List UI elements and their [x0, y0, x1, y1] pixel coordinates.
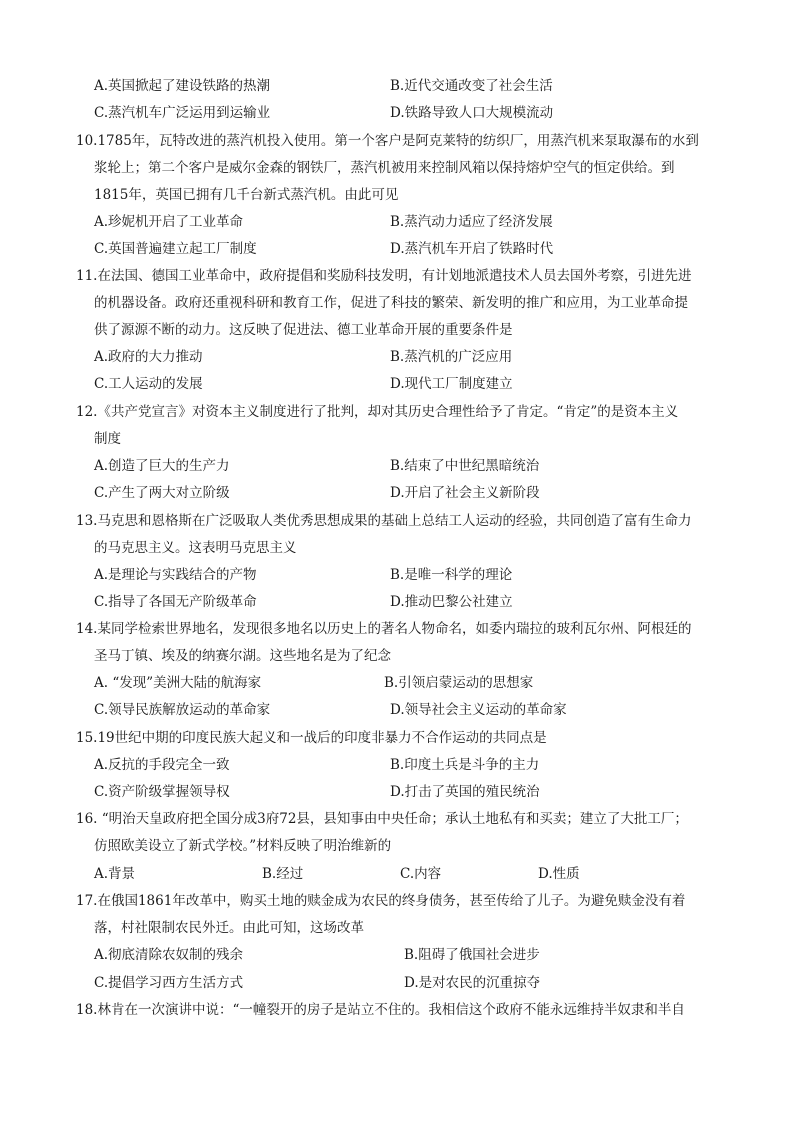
- q12-stem-line-2: 制度: [94, 431, 121, 447]
- q11-option-d: D.现代工厂制度建立: [390, 376, 513, 392]
- q10-stem-line-3: 1815年，英国已拥有几千台新式蒸汽机。由此可见: [94, 187, 399, 203]
- q14-option-c: C.领导民族解放运动的革命家: [94, 702, 271, 718]
- q12-option-c: C.产生了两大对立阶级: [94, 485, 230, 501]
- q16-option-c: C.内容: [400, 866, 442, 882]
- q17-option-d: D.是对农民的沉重掠夺: [404, 975, 541, 991]
- q16-option-b: B.经过: [262, 866, 304, 882]
- q15-option-a: A.反抗的手段完全一致: [94, 757, 230, 773]
- q11-stem-line-2: 的机器设备。政府还重视科研和教育工作，促进了科技的繁荣、新发明的推广和应用，为工业革命提: [94, 295, 688, 311]
- q12-option-b: B.结束了中世纪黑暗统治: [390, 458, 540, 474]
- q11-option-c: C.工人运动的发展: [94, 376, 203, 392]
- q10-option-a: A.珍妮机开启了工业革命: [94, 214, 244, 230]
- q18-stem-line-1: 18.林肯在一次演讲中说：“一幢裂开的房子是站立不住的。我相信这个政府不能永远维持半奴隶和半自: [76, 1002, 685, 1018]
- q10-option-c: C.英国普遍建立起工厂制度: [94, 241, 257, 257]
- q10-stem-line-2: 浆轮上；第二个客户是威尔金森的钢铁厂，蒸汽机被用来控制风箱以保持熔炉空气的恒定供给。到: [94, 160, 675, 176]
- q17-option-a: A.彻底清除农奴制的残余: [94, 947, 244, 963]
- q13-stem-line-2: 的马克思主义。这表明马克思主义: [94, 540, 297, 556]
- q14-option-a: A. “发现”美洲大陆的航海家: [94, 675, 262, 691]
- q13-option-b: B.是唯一科学的理论: [390, 567, 513, 583]
- q9-option-d: D.铁路导致人口大规模流动: [390, 105, 554, 121]
- q15-option-c: C.资产阶级掌握领导权: [94, 784, 230, 800]
- q16-stem-line-1: 16. “明治天皇政府把全国分成3府72县，县知事由中央任命；承认土地私有和买卖；建立了大批工厂；: [76, 811, 688, 827]
- q14-option-b: B.引领启蒙运动的思想家: [384, 675, 534, 691]
- q15-stem-line-1: 15.19世纪中期的印度民族大起义和一战后的印度非暴力不合作运动的共同点是: [76, 730, 547, 746]
- q10-option-d: D.蒸汽机车开启了铁路时代: [390, 241, 554, 257]
- q16-option-a: A.背景: [94, 866, 136, 882]
- q16-stem-line-2: 仿照欧美设立了新式学校。”材料反映了明治维新的: [94, 838, 392, 854]
- q14-stem-line-2: 圣马丁镇、埃及的纳赛尔湖。这些地名是为了纪念: [94, 648, 391, 664]
- q15-option-b: B.印度土兵是斗争的主力: [390, 757, 540, 773]
- q17-stem-line-2: 落，村社限制农民外迁。由此可知，这场改革: [94, 920, 364, 936]
- q13-option-d: D.推动巴黎公社建立: [390, 594, 513, 610]
- q12-option-d: D.开启了社会主义新阶段: [390, 485, 540, 501]
- q16-option-d: D.性质: [538, 866, 580, 882]
- q11-option-a: A.政府的大力推动: [94, 349, 203, 365]
- q15-option-d: D.打击了英国的殖民统治: [390, 784, 540, 800]
- q10-option-b: B.蒸汽动力适应了经济发展: [390, 214, 553, 230]
- q13-option-c: C.指导了各国无产阶级革命: [94, 594, 257, 610]
- q9-option-a: A.英国掀起了建设铁路的热潮: [94, 78, 271, 94]
- q11-option-b: B.蒸汽机的广泛应用: [390, 349, 513, 365]
- q12-stem-line-1: 12.《共产党宣言》对资本主义制度进行了批判，却对其历史合理性给予了肯定。“肯定”的是资本主义: [76, 404, 679, 420]
- q9-option-b: B.近代交通改变了社会生活: [390, 78, 553, 94]
- q11-stem-line-3: 供了源源不断的动力。这反映了促进法、德工业革命开展的重要条件是: [94, 322, 513, 338]
- q13-option-a: A.是理论与实践结合的产物: [94, 567, 257, 583]
- q12-option-a: A.创造了巨大的生产力: [94, 458, 230, 474]
- q14-option-d: D.领导社会主义运动的革命家: [390, 702, 567, 718]
- q17-option-b: B.阻碍了俄国社会进步: [404, 947, 540, 963]
- q11-stem-line-1: 11.在法国、德国工业革命中，政府提倡和奖励科技发明，有计划地派遣技术人员去国外考察，引进先进: [76, 268, 692, 284]
- q9-option-c: C.蒸汽机车广泛运用到运输业: [94, 105, 271, 121]
- q10-stem-line-1: 10.1785年，瓦特改进的蒸汽机投入使用。第一个客户是阿克莱特的纺织厂，用蒸汽机来泵取瀑布的水到: [76, 133, 699, 149]
- q17-option-c: C.提倡学习西方生活方式: [94, 975, 244, 991]
- q13-stem-line-1: 13.马克思和恩格斯在广泛吸取人类优秀思想成果的基础上总结工人运动的经验，共同创造了富有生命力: [76, 513, 692, 529]
- q14-stem-line-1: 14.某同学检索世界地名，发现很多地名以历史上的著名人物命名，如委内瑞拉的玻利瓦尔州、阿根廷的: [76, 621, 692, 637]
- q17-stem-line-1: 17.在俄国1861年改革中，购买土地的赎金成为农民的终身债务，甚至传给了儿子。为避免赎金没有着: [76, 893, 686, 909]
